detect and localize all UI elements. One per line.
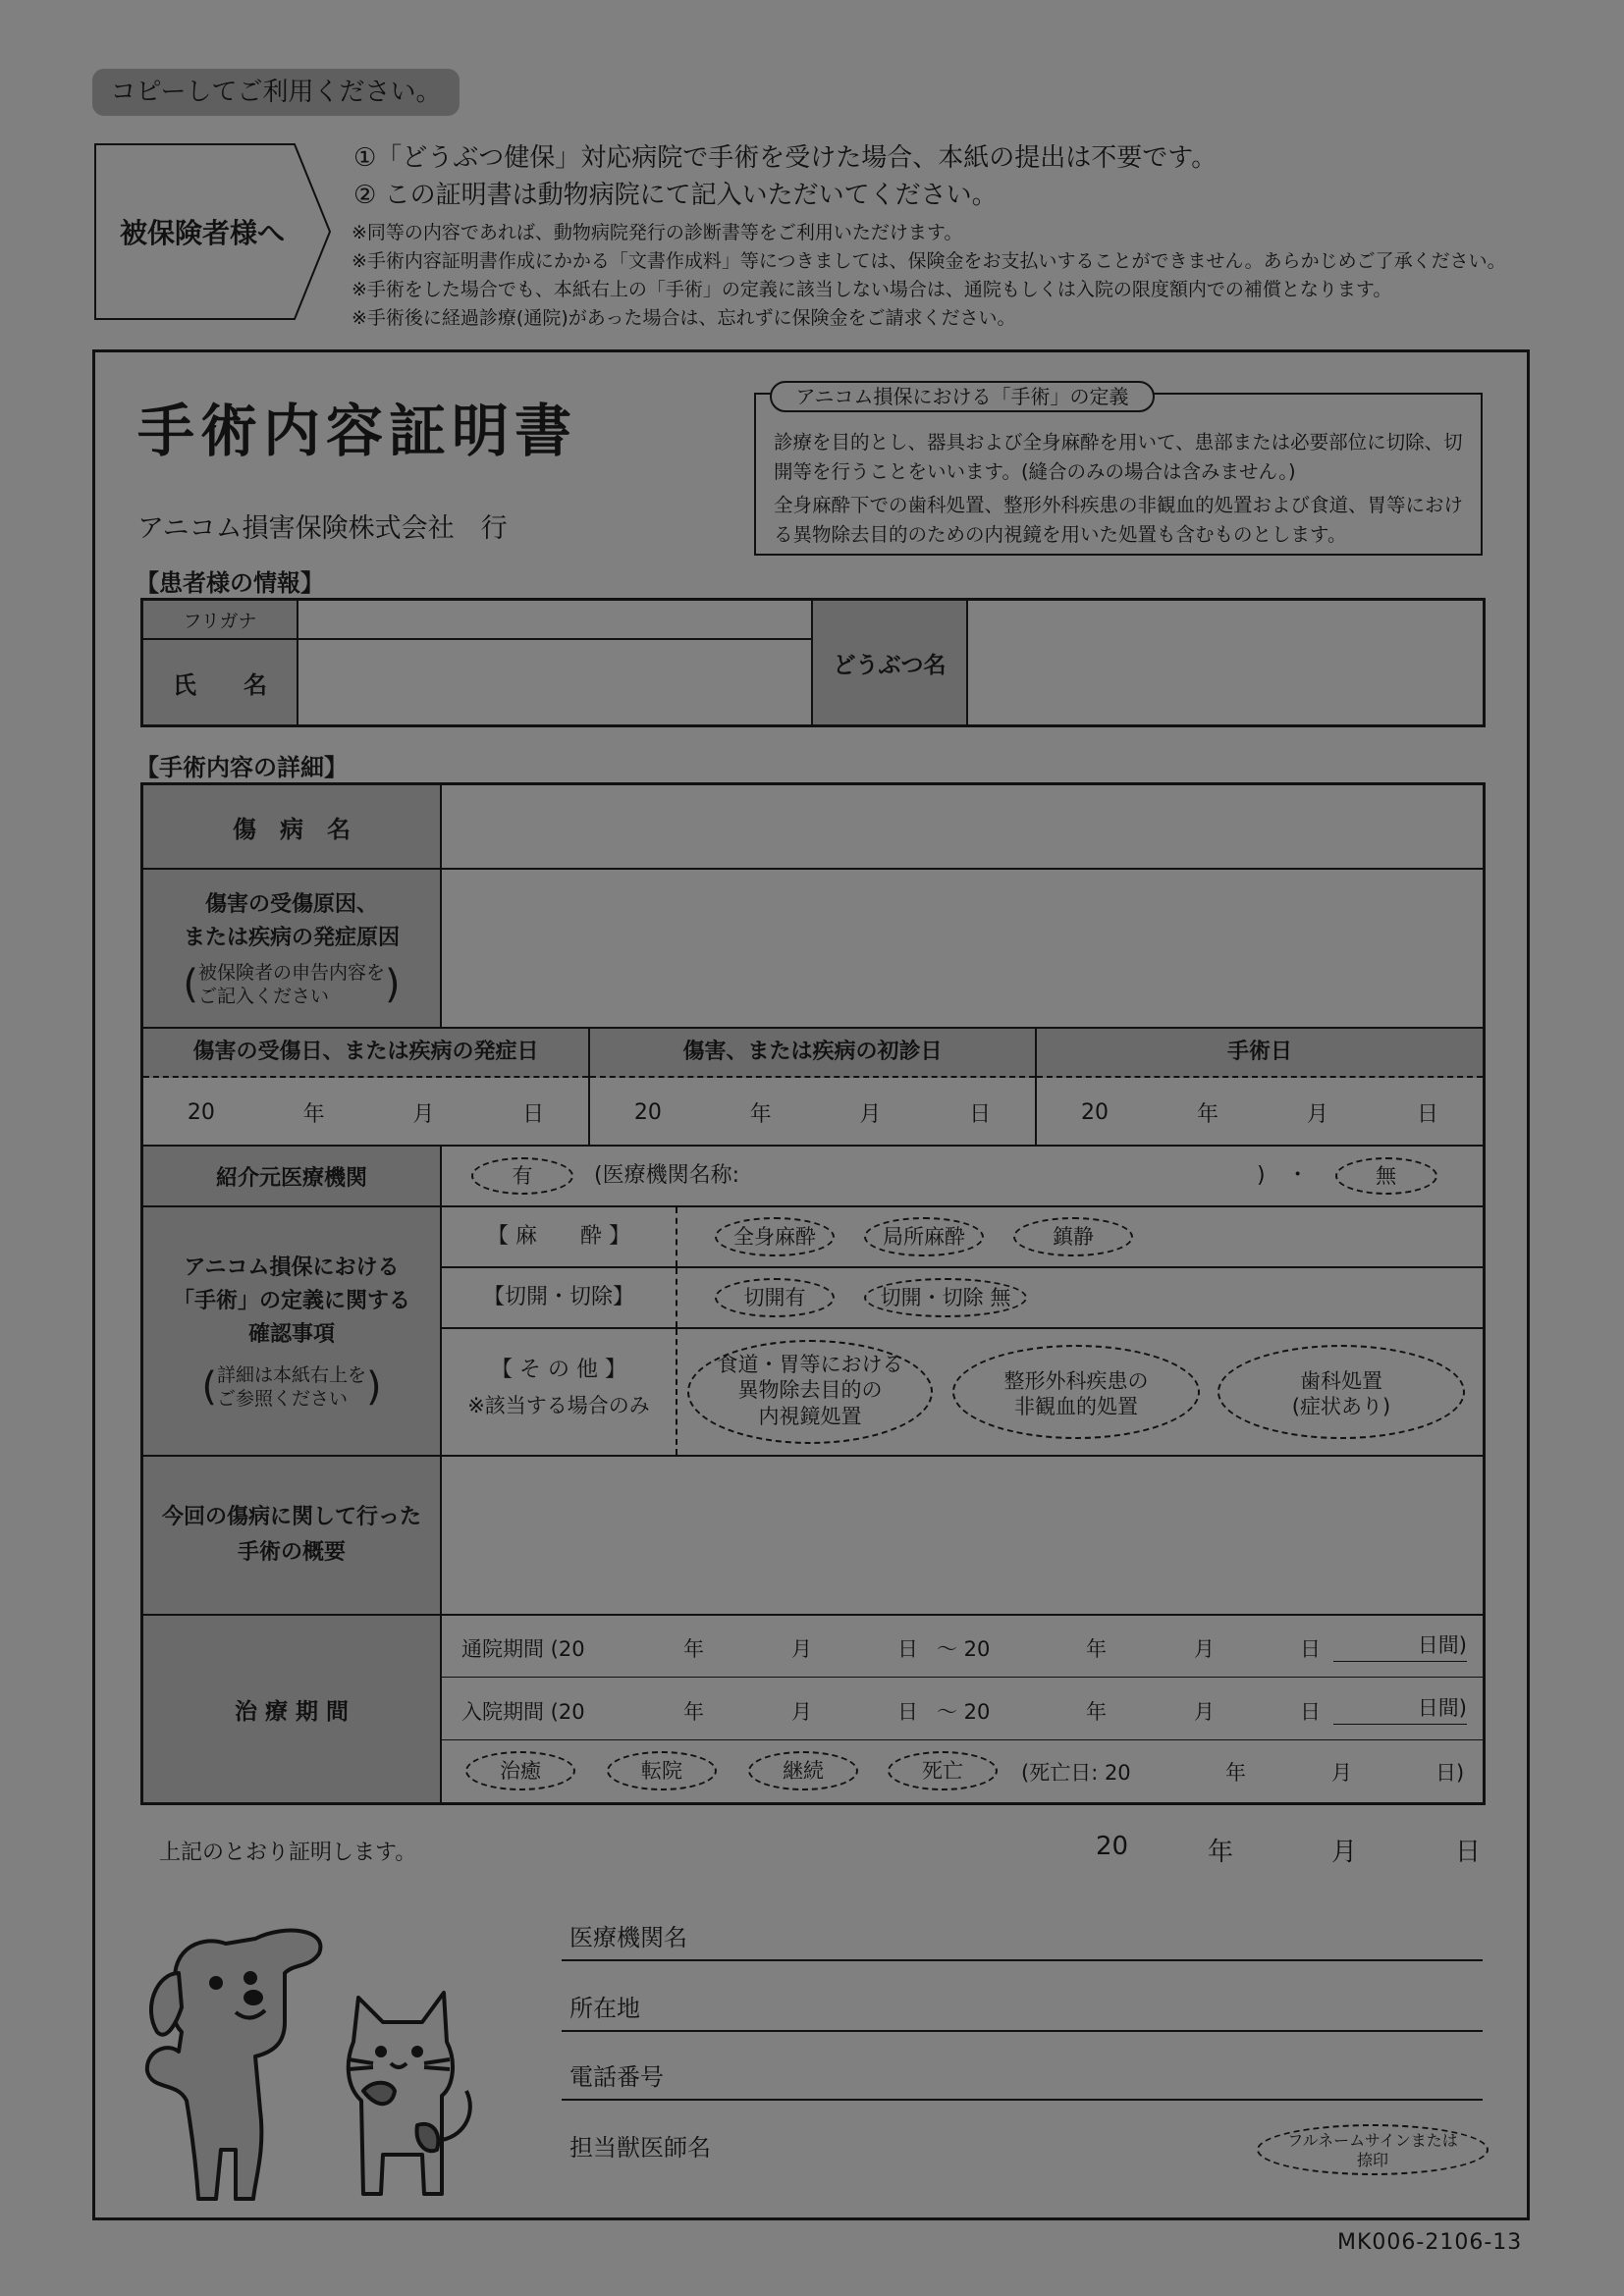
furigana-field[interactable]	[298, 600, 812, 639]
onset-date-header: 傷害の受傷日、または疾病の発症日	[143, 1029, 588, 1078]
note-sub-1: ※同等の内容であれば、動物病院発行の診断書等をご利用いただけます。	[352, 222, 963, 243]
endoscopy-option[interactable]	[687, 1340, 933, 1444]
cause-label-line-2: または疾病の発症原因	[183, 926, 400, 950]
first-visit-year-label: 年	[749, 1101, 772, 1127]
incision-yes-option[interactable]: 切開有	[715, 1278, 835, 1317]
definition-paragraph-1: 診療を目的とし、器具および全身麻酔を用いて、患部または必要部位に切除、切開等を行うことをいいます。(縫合のみの場合は含みません。)	[774, 431, 1463, 483]
confirm-label-line-1: アニコム損保における	[184, 1255, 400, 1280]
treatment-period-block	[441, 1615, 1484, 1803]
definition-paragraph-2: 全身麻酔下での歯科処置、整形外科疾患の非観血的処置および食道、胃等における異物除去目的のための内視鏡を用いた処置も含むものとします。	[774, 494, 1464, 546]
confirm-note	[143, 1363, 440, 1411]
surgery-definition-box	[754, 393, 1483, 556]
cause-label	[142, 869, 441, 1028]
note-main-1: ①「どうぶつ健保」対応病院で手術を受けた場合、本紙の提出は不要です。	[353, 143, 1218, 173]
death-date-label: (死亡日: 20	[1021, 1761, 1131, 1785]
anesthesia-label: 【 麻 酔 】	[442, 1207, 677, 1266]
paren-right-icon: )	[385, 962, 401, 1007]
outpatient-day-end: 日	[1300, 1637, 1321, 1661]
owner-name-field[interactable]	[298, 639, 812, 725]
form-code: MK006-2106-13	[1337, 2230, 1523, 2255]
inpatient-days: 日間)	[1333, 1692, 1467, 1725]
vet-name-label: 担当獣医師名	[569, 2134, 711, 2162]
phone-line[interactable]	[562, 2099, 1483, 2101]
copy-notice-tag: コピーしてご利用ください。	[92, 69, 460, 116]
deceased-option[interactable]: 死亡	[888, 1751, 998, 1790]
first-visit-date-field[interactable]	[590, 1078, 1035, 1147]
onset-date-field[interactable]	[143, 1078, 588, 1147]
incision-label: 【切開・切除】	[442, 1268, 677, 1327]
confirm-label-line-2: 「手術」の定義に関する	[172, 1289, 410, 1313]
referral-close-paren: ) ・	[1257, 1163, 1309, 1188]
inpatient-tilde: ～ 20	[937, 1700, 991, 1724]
treatment-period-label: 治 療 期 間	[142, 1615, 441, 1803]
referral-field	[441, 1146, 1484, 1206]
signature-stamp-hint[interactable]	[1257, 2124, 1489, 2175]
surgery-year-prefix: 20	[1080, 1099, 1109, 1125]
onset-year-label: 年	[302, 1101, 325, 1127]
dog-and-cat-illustration	[137, 1914, 491, 2209]
onset-date-block	[143, 1029, 590, 1145]
dental-line-2: (症状あり)	[1291, 1395, 1391, 1419]
institution-name-line[interactable]	[562, 1959, 1483, 1961]
death-year: 年	[1225, 1761, 1246, 1785]
dog-icon	[147, 1931, 321, 2199]
address-line[interactable]	[562, 2030, 1483, 2032]
dental-line-1: 歯科処置	[1300, 1369, 1382, 1393]
phone-label: 電話番号	[569, 2063, 664, 2091]
confirm-note-line-1: 詳細は本紙右上を	[216, 1364, 366, 1386]
paren-left-icon: (	[201, 1364, 217, 1410]
outpatient-year: 年	[683, 1637, 704, 1661]
surgery-year-label: 年	[1196, 1101, 1218, 1127]
sign-note-line-2: 捺印	[1356, 2151, 1388, 2169]
endoscopy-line-2: 異物除去目的の	[737, 1378, 883, 1403]
first-visit-date-block	[590, 1029, 1037, 1145]
surgery-date-block	[1037, 1029, 1483, 1145]
other-row	[441, 1328, 1484, 1456]
to-insured-text: 被保険者様へ	[119, 217, 285, 249]
cause-note	[143, 961, 440, 1008]
sign-note-line-1: フルネームサインまたは	[1287, 2131, 1458, 2150]
endoscopy-line-1: 食道・胃等における	[717, 1353, 903, 1376]
summary-field[interactable]	[441, 1456, 1484, 1615]
other-label-block	[442, 1329, 677, 1455]
address-label: 所在地	[569, 1995, 640, 2022]
death-day: 日)	[1435, 1761, 1465, 1785]
orthopedic-option[interactable]	[952, 1345, 1200, 1439]
orthopedic-line-2: 非観血的処置	[1014, 1395, 1138, 1419]
outpatient-day: 日	[897, 1637, 918, 1661]
inpatient-year-end: 年	[1086, 1700, 1107, 1724]
outpatient-label: 通院期間 (20	[461, 1637, 585, 1661]
continuing-option[interactable]: 継続	[748, 1751, 858, 1790]
inpatient-row[interactable]	[442, 1677, 1483, 1740]
onset-year-prefix: 20	[187, 1099, 215, 1125]
certify-statement: 上記のとおり証明します。	[159, 1841, 417, 1865]
surgery-detail-table	[141, 783, 1485, 1804]
inpatient-year: 年	[683, 1700, 704, 1724]
injury-name-label: 傷 病 名	[142, 784, 441, 869]
cause-note-line-1: 被保険者の申告内容を	[197, 962, 385, 984]
orthopedic-line-1: 整形外科疾患の	[1003, 1369, 1149, 1393]
surgery-date-field[interactable]	[1037, 1078, 1483, 1147]
other-label: 【 そ の 他 】	[491, 1358, 626, 1382]
cause-label-line-1: 傷害の受傷原因、	[204, 892, 378, 917]
outpatient-year-end: 年	[1086, 1637, 1107, 1661]
definition-title: アニコム損保における「手術」の定義	[770, 381, 1155, 412]
first-visit-day-label: 日	[969, 1101, 992, 1127]
paren-right-icon: )	[366, 1364, 382, 1410]
note-main-2: ② この証明書は動物病院にて記入いただいてください。	[353, 181, 998, 210]
animal-name-field[interactable]	[967, 600, 1484, 725]
inpatient-day-end: 日	[1300, 1700, 1321, 1724]
confirm-label	[142, 1206, 441, 1456]
onset-day-label: 日	[522, 1101, 545, 1127]
summary-label-line-1: 今回の傷病に関して行った	[161, 1505, 421, 1529]
to-insured-label	[94, 143, 334, 320]
animal-name-label: どうぶつ名	[812, 600, 967, 725]
death-month: 月	[1331, 1761, 1352, 1785]
dates-row	[142, 1028, 1484, 1146]
first-visit-date-header: 傷害、または疾病の初診日	[590, 1029, 1035, 1078]
patient-info-table	[141, 599, 1485, 726]
surgery-day-label: 日	[1416, 1101, 1438, 1127]
outpatient-month-end: 月	[1194, 1637, 1215, 1661]
surgery-month-label: 月	[1306, 1101, 1328, 1127]
injury-name-field[interactable]	[441, 784, 1484, 869]
outpatient-tilde: ～ 20	[937, 1637, 991, 1661]
institution-name-label: 医療機関名	[569, 1924, 687, 1951]
outpatient-month: 月	[791, 1637, 812, 1661]
cat-icon	[349, 1993, 470, 2194]
surgery-date-header: 手術日	[1037, 1029, 1483, 1078]
cert-year-label: 年	[1208, 1838, 1234, 1867]
outcome-row	[442, 1739, 1483, 1802]
referral-institution-label: (医療機関名称:	[594, 1163, 739, 1188]
outpatient-row[interactable]	[442, 1616, 1483, 1678]
note-sub-4: ※手術後に経過診療(通院)があった場合は、忘れずに保険金をご請求ください。	[352, 307, 1016, 329]
note-sub-3: ※手術をした場合でも、本紙右上の「手術」の定義に該当しない場合は、通院もしくは入院の限度額内での補償となります。	[352, 279, 1392, 300]
inpatient-label: 入院期間 (20	[461, 1700, 585, 1724]
incision-none-option[interactable]: 切開・切除 無	[864, 1278, 1027, 1317]
referral-label: 紹介元医療機関	[142, 1146, 441, 1206]
confirm-note-line-2: ご参照ください	[216, 1388, 348, 1410]
cert-month-label: 月	[1331, 1838, 1358, 1867]
local-anesthesia-option[interactable]: 局所麻酔	[864, 1217, 984, 1256]
patient-section-heading: 【患者様の情報】	[135, 569, 324, 597]
referral-yes-option[interactable]: 有	[471, 1157, 573, 1195]
incision-row	[441, 1267, 1484, 1328]
other-note: ※該当する場合のみ	[467, 1394, 650, 1417]
insurer-addressee: アニコム損害保険株式会社 行	[137, 513, 508, 544]
confirm-label-line-3: 確認事項	[247, 1322, 335, 1347]
inpatient-month: 月	[791, 1700, 812, 1724]
surgery-section-heading: 【手術内容の詳細】	[135, 754, 348, 781]
paren-left-icon: (	[183, 962, 198, 1007]
summary-label	[142, 1456, 441, 1615]
cert-day-label: 日	[1455, 1838, 1482, 1867]
onset-month-label: 月	[412, 1101, 435, 1127]
note-sub-2: ※手術内容証明書作成にかかる「文書作成料」等につきましては、保険金をお支払いすることができません。あらかじめご了承ください。	[352, 250, 1506, 272]
owner-name-label: 氏 名	[142, 639, 298, 725]
dental-option[interactable]	[1218, 1345, 1465, 1439]
inpatient-day: 日	[897, 1700, 918, 1724]
sedation-option[interactable]: 鎮静	[1013, 1217, 1133, 1256]
form-title: 手術内容証明書	[137, 398, 578, 464]
inpatient-month-end: 月	[1194, 1700, 1215, 1724]
first-visit-month-label: 月	[859, 1101, 882, 1127]
cert-year-prefix: 20	[1096, 1832, 1129, 1861]
cause-note-line-2: ご記入ください	[197, 986, 329, 1007]
referral-no-option[interactable]: 無	[1335, 1157, 1437, 1195]
anesthesia-row	[441, 1206, 1484, 1267]
endoscopy-line-3: 内視鏡処置	[758, 1404, 862, 1428]
cause-field[interactable]	[441, 869, 1484, 1028]
general-anesthesia-option[interactable]: 全身麻酔	[715, 1217, 835, 1256]
outpatient-days: 日間)	[1333, 1629, 1467, 1662]
furigana-label: フリガナ	[142, 600, 298, 639]
cured-option[interactable]: 治癒	[465, 1751, 575, 1790]
transfer-option[interactable]: 転院	[607, 1751, 717, 1790]
first-visit-year-prefix: 20	[633, 1099, 662, 1125]
summary-label-line-2: 手術の概要	[237, 1540, 346, 1565]
